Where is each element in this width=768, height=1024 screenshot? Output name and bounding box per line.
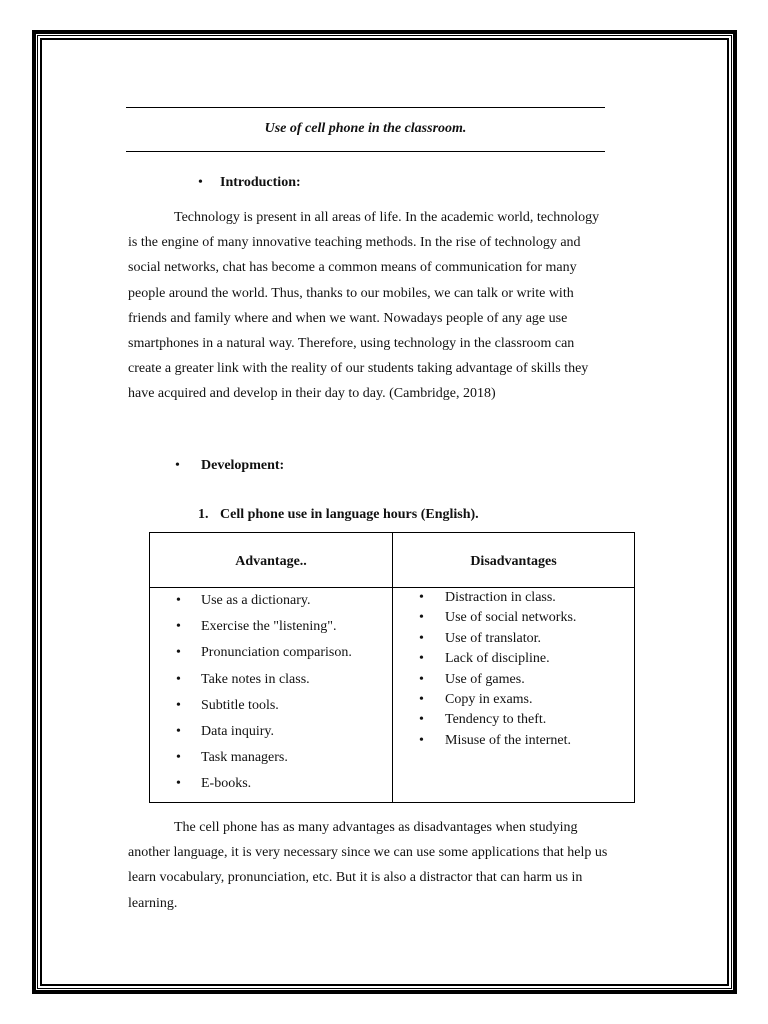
list-item: • Lack of discipline. — [393, 649, 634, 669]
list-item: • E-books. — [150, 771, 392, 797]
table-header-row — [150, 533, 635, 588]
paragraph-line: social networks, chat has become a common means of communication for many — [128, 260, 577, 276]
list-item: • Distraction in class. — [393, 588, 634, 608]
list-item: • Pronunciation comparison. — [150, 640, 392, 666]
list-item: • Copy in exams. — [393, 690, 634, 710]
development-heading — [175, 458, 284, 474]
paragraph-line: another language, it is very necessary since we can use some applications that help us — [128, 845, 608, 861]
list-item: • Use of social networks. — [393, 608, 634, 628]
list-item: • Task managers. — [150, 745, 392, 771]
conclusion-paragraph — [128, 815, 648, 916]
paragraph-line: people around the world. Thus, thanks to our mobiles, we can talk or write with — [128, 285, 574, 301]
bullet-icon: • — [175, 458, 180, 473]
list-item: • Tendency to theft. — [393, 710, 634, 730]
paragraph-line: learning. — [128, 895, 178, 911]
advantages-cell — [150, 588, 393, 803]
table-row — [150, 588, 635, 803]
document-title: Use of cell phone in the classroom. — [264, 121, 467, 136]
list-item: • Misuse of the internet. — [393, 731, 634, 751]
paragraph-line: friends and family where and when we want. Nowadays people of any age use — [128, 310, 568, 326]
list-item: • Data inquiry. — [150, 719, 392, 745]
paragraph-line: learn vocabulary, pronunciation, etc. But it is also a distractor that can harm us in — [128, 870, 583, 886]
paragraph-line: The cell phone has as many advantages as disadvantages when studying — [174, 820, 578, 835]
item-number: 1. — [198, 507, 209, 522]
disadvantages-header: Disadvantages — [393, 533, 635, 588]
title-rule-top — [126, 107, 605, 108]
bullet-icon: • — [198, 175, 203, 190]
list-item: • Subtitle tools. — [150, 693, 392, 719]
numbered-item — [198, 507, 479, 523]
introduction-paragraph — [128, 205, 648, 407]
disadvantages-list — [393, 588, 634, 751]
paragraph-line: is the engine of many innovative teaching methods. In the rise of technology and — [128, 235, 581, 251]
introduction-heading — [198, 175, 301, 191]
introduction-heading-text: Introduction: — [220, 175, 301, 190]
list-item: • Exercise the "listening". — [150, 614, 392, 640]
disadvantages-cell — [393, 588, 635, 803]
list-item: • Take notes in class. — [150, 667, 392, 693]
paragraph-line: smartphones in a natural way. Therefore, using technology in the classroom can — [128, 336, 575, 352]
paragraph-line: Technology is present in all areas of life. In the academic world, technology — [174, 210, 600, 225]
advantages-table — [149, 532, 635, 803]
advantages-header: Advantage.. — [150, 533, 393, 588]
list-item: • Use of games. — [393, 670, 634, 690]
list-item: • Use as a dictionary. — [150, 588, 392, 614]
paragraph-line: have acquired and develop in their day to day. (Cambridge, 2018) — [128, 386, 496, 402]
advantages-list — [150, 588, 392, 802]
development-heading-text: Development: — [201, 458, 285, 473]
paragraph-line: create a greater link with the reality of our students taking advantage of skills they — [128, 361, 589, 377]
title-rule-bottom — [126, 151, 605, 152]
list-item: • Use of translator. — [393, 629, 634, 649]
item-title: Cell phone use in language hours (English). — [220, 507, 479, 522]
